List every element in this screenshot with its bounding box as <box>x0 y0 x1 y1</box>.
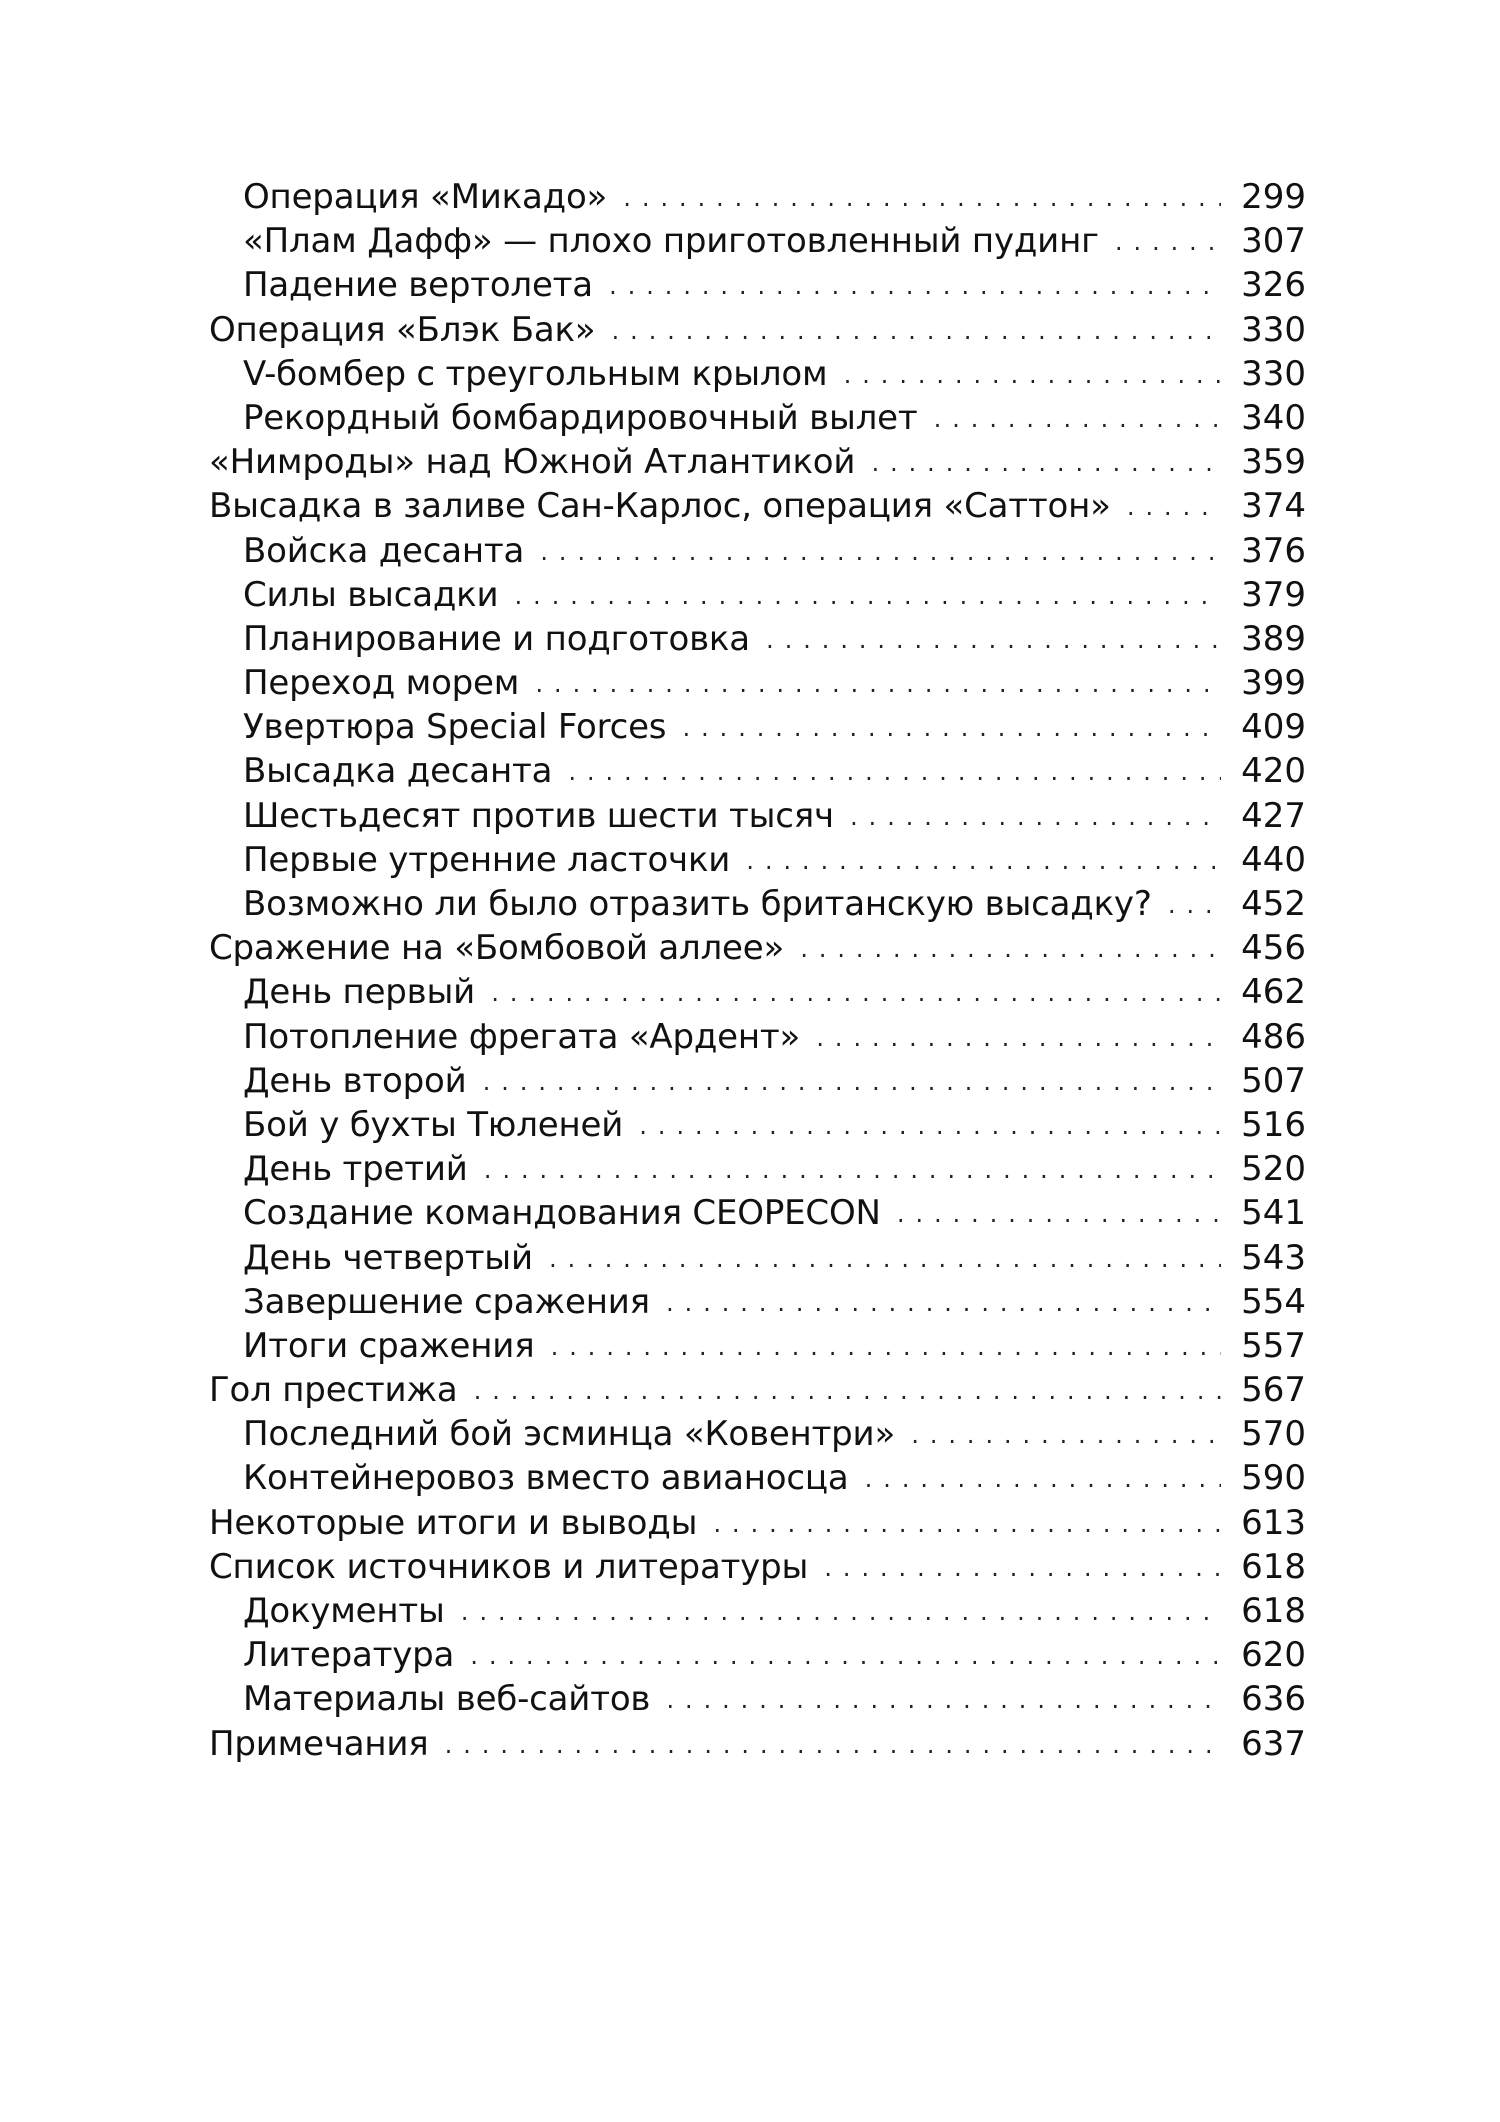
toc-subsection-entry <box>209 1633 1306 1677</box>
dot-leader <box>489 972 1221 1016</box>
toc-entry-title: Силы высадки <box>243 574 499 615</box>
toc-subsection-entry <box>209 263 1306 307</box>
toc-entry-title: Контейнеровоз вместо авианосца <box>243 1458 849 1499</box>
toc-subsection-entry <box>209 1324 1306 1368</box>
dot-leader <box>512 575 1221 619</box>
toc-subsection-entry <box>209 1280 1306 1324</box>
toc-entry-page-number: 570 <box>1241 1414 1306 1455</box>
toc-entry-page-number: 618 <box>1241 1591 1306 1631</box>
toc-entry-page-number: 326 <box>1241 265 1306 306</box>
toc-entry-page-number: 389 <box>1241 618 1306 659</box>
toc-entry-page-number: 307 <box>1241 221 1306 262</box>
toc-entry-title: Операция «Микадо» <box>243 177 608 217</box>
dot-leader <box>621 177 1221 221</box>
toc-entry-title: Примечания <box>209 1723 429 1764</box>
toc-entry-title: Операция «Блэк Бак» <box>209 309 596 350</box>
toc-entry-page-number: 299 <box>1241 177 1306 217</box>
dot-leader <box>533 663 1221 707</box>
toc-subsection-entry <box>209 396 1306 440</box>
toc-subsection-entry <box>209 1456 1306 1500</box>
toc-subsection-entry <box>209 352 1306 396</box>
dot-leader <box>764 619 1221 663</box>
toc-subsection-entry <box>209 175 1306 219</box>
toc-entry-page-number: 507 <box>1241 1060 1306 1101</box>
toc-subsection-entry <box>209 1677 1306 1721</box>
toc-section-entry <box>209 1368 1306 1412</box>
toc-entry-page-number: 520 <box>1241 1149 1306 1190</box>
toc-entry-title: Список источников и литературы <box>209 1546 809 1587</box>
toc-entry-title: Высадка десанта <box>243 751 553 792</box>
toc-entry-title: Шестьдесят против шести тысяч <box>243 795 834 836</box>
toc-section-entry <box>209 440 1306 484</box>
toc-entry-title: Документы <box>243 1591 445 1631</box>
toc-entry-page-number: 452 <box>1241 884 1306 924</box>
toc-entry-page-number: 374 <box>1241 486 1306 527</box>
toc-entry-page-number: 456 <box>1241 928 1306 969</box>
toc-entry-title: День второй <box>243 1060 467 1101</box>
toc-subsection-entry <box>209 1103 1306 1147</box>
toc-entry-page-number: 613 <box>1241 1502 1306 1543</box>
toc-subsection-entry <box>209 1015 1306 1059</box>
dot-leader <box>744 840 1221 884</box>
toc-subsection-entry <box>209 617 1306 661</box>
toc-entry-page-number: 557 <box>1241 1325 1306 1366</box>
toc-entry-page-number: 590 <box>1241 1458 1306 1499</box>
toc-entry-page-number: 620 <box>1241 1635 1306 1676</box>
toc-entry-page-number: 330 <box>1241 353 1306 394</box>
dot-leader <box>1125 486 1221 530</box>
toc-entry-page-number: 440 <box>1241 839 1306 880</box>
dot-leader <box>680 707 1221 751</box>
toc-entry-title: Завершение сражения <box>243 1281 650 1322</box>
toc-subsection-entry <box>209 529 1306 573</box>
toc-entry-title: Возможно ли было отразить британскую высадку? <box>243 884 1152 924</box>
dot-leader <box>607 265 1221 309</box>
dot-leader <box>609 310 1221 354</box>
toc-entry-title: День первый <box>243 972 476 1013</box>
toc-entry-title: Потопление фрегата «Ардент» <box>243 1016 801 1057</box>
toc-entry-page-number: 376 <box>1241 530 1306 571</box>
dot-leader <box>443 1724 1222 1768</box>
toc-subsection-entry <box>209 749 1306 793</box>
dot-leader <box>637 1105 1221 1149</box>
toc-entry-page-number: 330 <box>1241 309 1306 350</box>
toc-entry-title: Войска десанта <box>243 530 525 571</box>
dot-leader <box>862 1458 1221 1502</box>
toc-subsection-entry <box>209 970 1306 1014</box>
toc-entry-page-number: 399 <box>1241 663 1306 704</box>
dot-leader <box>848 796 1221 840</box>
toc-entry-page-number: 409 <box>1241 707 1306 748</box>
dot-leader <box>538 531 1221 575</box>
toc-entry-title: День четвертый <box>243 1237 533 1278</box>
toc-entry-page-number: 567 <box>1241 1370 1306 1411</box>
toc-entry-title: Увертюра Special Forces <box>243 707 667 748</box>
toc-entry-page-number: 554 <box>1241 1281 1306 1322</box>
toc-entry-page-number: 637 <box>1241 1723 1306 1764</box>
toc-entry-title: Некоторые итоги и выводы <box>209 1502 698 1543</box>
dot-leader <box>841 354 1221 398</box>
toc-subsection-entry <box>209 219 1306 263</box>
toc-entry-page-number: 359 <box>1241 442 1306 483</box>
toc-subsection-entry <box>209 838 1306 882</box>
toc-entry-title: Первые утренние ласточки <box>243 839 731 880</box>
dot-leader <box>814 1017 1221 1061</box>
toc-subsection-entry <box>209 1236 1306 1280</box>
toc-subsection-entry <box>209 1412 1306 1456</box>
toc-entry-page-number: 636 <box>1241 1679 1306 1720</box>
toc-entry-page-number: 427 <box>1241 795 1306 836</box>
toc-entry-page-number: 486 <box>1241 1016 1306 1057</box>
toc-section-entry <box>209 308 1306 352</box>
toc-section-entry <box>209 1722 1306 1766</box>
toc-subsection-entry <box>209 1589 1306 1633</box>
dot-leader <box>471 1370 1221 1414</box>
dot-leader <box>822 1547 1221 1591</box>
toc-entry-title: Гол престижа <box>209 1370 458 1411</box>
toc-entry-title: Рекордный бомбардировочный вылет <box>243 397 918 438</box>
toc-entry-page-number: 618 <box>1241 1546 1306 1587</box>
toc-entry-title: Падение вертолета <box>243 265 593 306</box>
dot-leader <box>482 1149 1221 1193</box>
toc-entry-page-number: 420 <box>1241 751 1306 792</box>
toc-subsection-entry <box>209 661 1306 705</box>
dot-leader <box>931 398 1221 442</box>
toc-section-entry <box>209 926 1306 970</box>
toc-entry-title: Материалы веб-сайтов <box>243 1679 651 1720</box>
toc-entry-title: Сражение на «Бомбовой аллее» <box>209 928 785 969</box>
toc-subsection-entry <box>209 882 1306 926</box>
toc-entry-page-number: 541 <box>1241 1193 1306 1234</box>
dot-leader <box>468 1635 1221 1679</box>
toc-subsection-entry <box>209 1147 1306 1191</box>
toc-entry-title: Литература <box>243 1635 455 1676</box>
toc-entry-title: Планирование и подготовка <box>243 618 750 659</box>
toc-entry-title: Высадка в заливе Сан-Карлос, операция «Саттон» <box>209 486 1111 527</box>
dot-leader <box>895 1193 1221 1237</box>
dot-leader <box>548 1326 1221 1370</box>
toc-entry-page-number: 462 <box>1241 972 1306 1013</box>
toc-subsection-entry <box>209 705 1306 749</box>
toc-entry-page-number: 516 <box>1241 1104 1306 1145</box>
toc-entry-title: Последний бой эсминца «Ковентри» <box>243 1414 896 1455</box>
dot-leader <box>1166 884 1221 928</box>
toc-entry-title: «Плам Дафф» — плохо приготовленный пудинг <box>243 221 1099 262</box>
toc-subsection-entry <box>209 794 1306 838</box>
dot-leader <box>798 928 1221 972</box>
dot-leader <box>909 1414 1221 1458</box>
dot-leader <box>459 1591 1221 1635</box>
dot-leader <box>547 1238 1221 1282</box>
toc-entry-page-number: 340 <box>1241 397 1306 438</box>
toc-section-entry <box>209 484 1306 528</box>
toc-entry-title: Создание командования CEOPECON <box>243 1193 881 1234</box>
dot-leader <box>480 1061 1221 1105</box>
toc-subsection-entry <box>209 1059 1306 1103</box>
toc-entry-title: Переход морем <box>243 663 520 704</box>
toc-entry-title: «Нимроды» над Южной Атлантикой <box>209 442 856 483</box>
table-of-contents <box>209 175 1306 1766</box>
toc-entry-title: Бой у бухты Тюленей <box>243 1104 624 1145</box>
toc-section-entry <box>209 1501 1306 1545</box>
toc-subsection-entry <box>209 1191 1306 1235</box>
dot-leader <box>566 751 1221 795</box>
toc-entry-title: Итоги сражения <box>243 1325 535 1366</box>
dot-leader <box>664 1282 1221 1326</box>
dot-leader <box>1113 221 1221 265</box>
dot-leader <box>664 1679 1221 1723</box>
toc-subsection-entry <box>209 573 1306 617</box>
dot-leader <box>869 442 1221 486</box>
toc-entry-title: День третий <box>243 1149 468 1190</box>
dot-leader <box>711 1503 1221 1547</box>
toc-entry-page-number: 543 <box>1241 1237 1306 1278</box>
toc-section-entry <box>209 1545 1306 1589</box>
toc-entry-title: V-бомбер с треугольным крылом <box>243 353 828 394</box>
toc-entry-page-number: 379 <box>1241 574 1306 615</box>
